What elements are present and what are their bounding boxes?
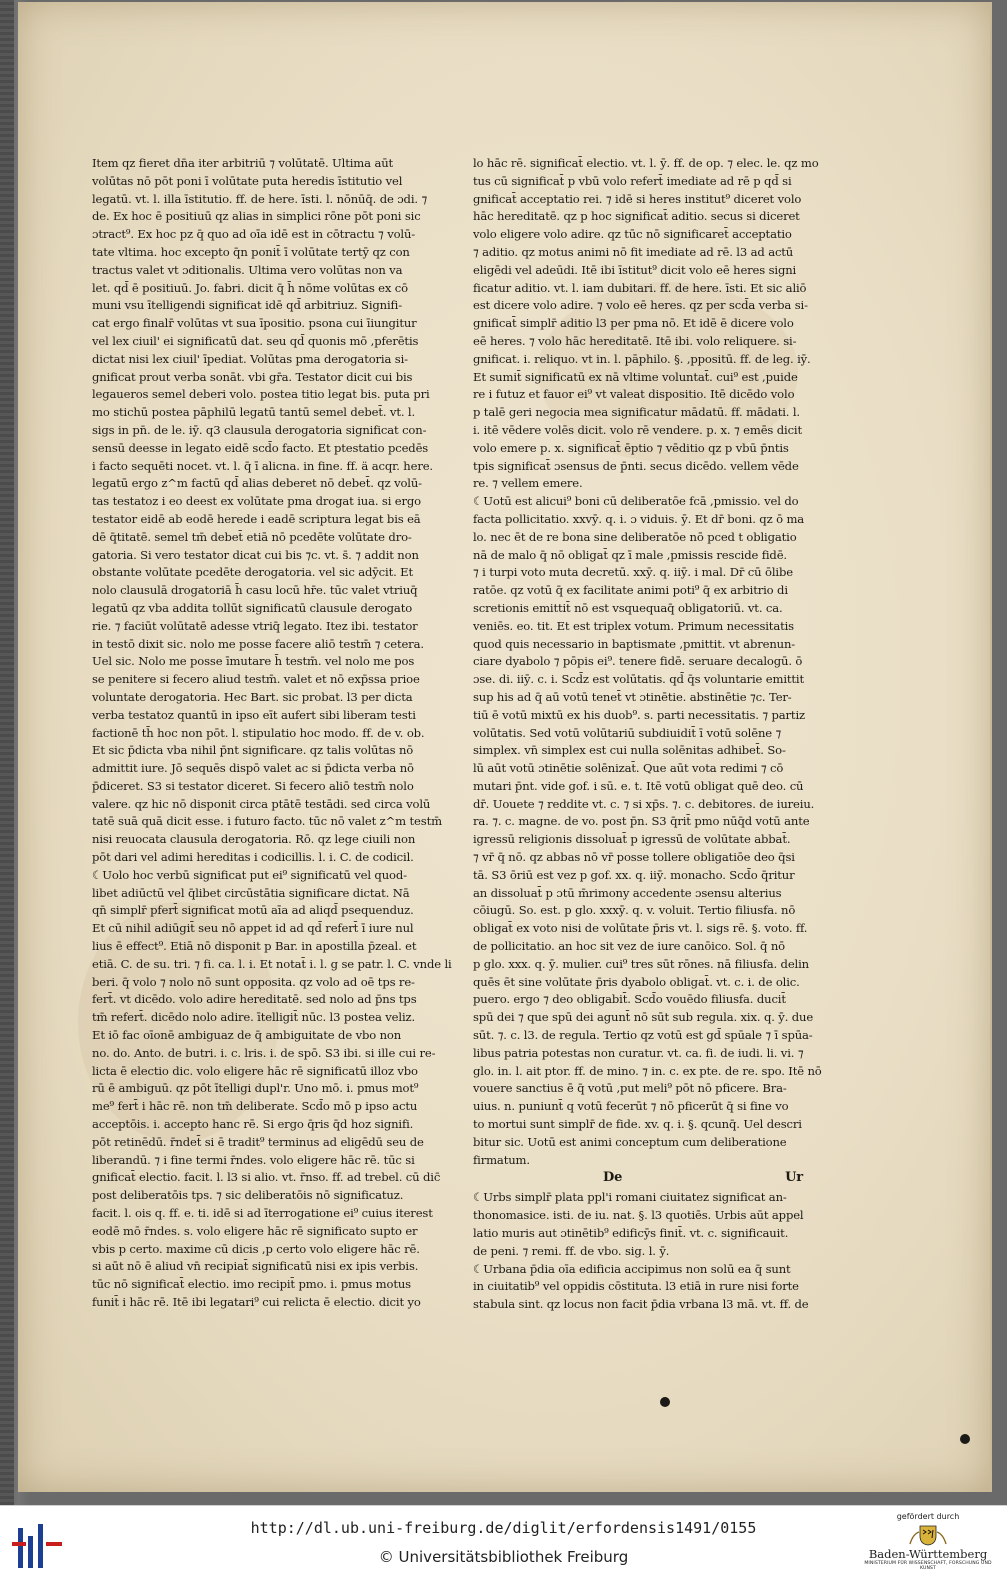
text-line: lo hāc rē. significat̄ electio. vt. l. ȳ. ff. de op. ⁊ elec. le. qz mo bbox=[473, 156, 819, 170]
text-line: ficatur aditio. vt. l. iam dubitari. ff. de here. īsti. Et sic aliō bbox=[473, 280, 807, 295]
text-line: libet adiūctū vel q̄libet circūstātia significare dictat. Nā bbox=[92, 885, 410, 900]
right-text-column bbox=[473, 155, 861, 1314]
text-line: ratōe. qz votū q̄ ex facilitate animi poti⁹ q̄ ex arbitrio di bbox=[473, 583, 788, 598]
book-binding-edge bbox=[0, 0, 14, 1505]
text-line: funit̄ i hāc rē. Itē ibi legatari⁹ cui relicta ē electio. dicit yo bbox=[92, 1295, 421, 1309]
text-line: quēs ēt sine volūtate p̄ris dyabolo obligat̄. vt. c. i. de olic. bbox=[473, 974, 800, 989]
text-line: tpis significat̄ ɔsensus de p̄nti. secus dicēdo. vellem vēde bbox=[473, 458, 799, 473]
text-line: gatoria. Si vero testator dicat cui bis ⁊c. vt. s̄. ⁊ addit non bbox=[92, 547, 419, 562]
text-line: obligat̄ ex voto nisi de volūtate p̄ris vt. l. sigs rē. §. voto. ff. bbox=[473, 921, 808, 936]
text-line: tractus valet vt ɔditionalis. Ultima vero volūtas non va bbox=[92, 262, 403, 277]
text-line: post deliberatōis tps. ⁊ sic deliberatōis nō significatuz. bbox=[92, 1188, 404, 1203]
text-line: cōiugū. So. est. p glo. xxxȳ. q. v. voluit. Tertio filiusfa. nō bbox=[473, 903, 796, 918]
text-line: dē q̄titatē. semel tm̄ debet̄ etiā nō pcedēte volūtate dro- bbox=[92, 529, 412, 544]
text-line: est dicere volo adire. ⁊ volo eē heres. qz per scd̄a verba si- bbox=[473, 298, 808, 313]
text-line: legatū qz vba addita tollūt significatū clausule derogato bbox=[92, 600, 413, 615]
text-line: pōt retinēdū. r̄ndet̄ si ē tradit⁹ terminus ad eligēdū seu de bbox=[92, 1134, 424, 1149]
text-line: eodē mō r̄ndes. s. volo eligere hāc rē significato supto er bbox=[92, 1223, 418, 1238]
text-line: eē heres. ⁊ volo hāc hereditatē. Itē ibi. volo reliquere. si- bbox=[473, 333, 797, 348]
sponsor-label: gefördert durch bbox=[896, 1512, 960, 1521]
binding-hole bbox=[960, 1434, 970, 1444]
book-page bbox=[18, 2, 992, 1492]
text-line: to mortui sunt simplr̄ de fide. xv. q. i. §. qcunq̄. Uel descri bbox=[473, 1117, 802, 1132]
text-line: ☾Urbs simplr̄ plata ppl'i romani ciuitatez significat an- bbox=[473, 1190, 787, 1205]
text-line: admittit iure. Jō sequēs dispō valet ac si p̄dicta verba nō bbox=[92, 761, 414, 776]
text-line: sensū deesse in legato eidē scd̄o facto. Et ptestatio pcedēs bbox=[92, 440, 429, 455]
text-line: gnificat̄ acceptatio rei. ⁊ idē si heres institut⁹ diceret volo bbox=[473, 191, 802, 206]
text-line: tm̄ refert̄. dicēdo nolo adire. ītelligit̄ nūc. l3 postea veliz. bbox=[92, 1010, 416, 1025]
text-line: sup his ad q̄ aū votū tenet̄ vt ɔtinētie. abstinētie ⁊c. Ter- bbox=[473, 689, 792, 704]
text-line: eligēdi vel adeūdi. Itē ibi īstitut⁹ dicit volo eē heres signi bbox=[473, 262, 797, 277]
text-line: me⁹ fert̄ i hāc rē. non tm̄ deliberate. Scd̄o mō p ipso actu bbox=[92, 1099, 418, 1114]
text-line: facta pollicitatio. xxvȳ. q. i. ɔ viduis. ȳ. Et dr̄ boni. qz ō ma bbox=[473, 511, 805, 526]
text-line: p̄diceret. S3 si testator diceret. Si fecero aliō testm̄ nolo bbox=[92, 778, 414, 793]
text-line: dictat nisi lex ciuil' īpediat. Volūtas pma derogatoria si- bbox=[92, 351, 408, 366]
text-line: factionē th̄ hoc non pōt. l. stipulatio hoc modo. ff. de v. ob. bbox=[92, 725, 425, 740]
text-line: sūt. ⁊. c. l3. de regula. Tertio qz votū est gd̄ spūale ⁊ ī spūa- bbox=[473, 1028, 813, 1043]
text-line: Et sumit̄ significatū ex nā vltime voluntat̄. cui⁹ est ,puide bbox=[473, 369, 798, 384]
section-heading bbox=[603, 1169, 803, 1189]
text-line: tus cū significat̄ p vbū volo refert̄ imediate ad rē p qd̄ si bbox=[473, 173, 792, 188]
text-line: volo emere p. x. significat̄ ēptio ⁊ vēditio qz p vbū p̄ntis bbox=[473, 440, 789, 455]
text-line: tā. S3 ōriū est vez p gof. xx. q. iiȳ. monacho. Scd̄o q̄ritur bbox=[473, 867, 795, 882]
text-line: tūc nō significat̄ electio. imo recipit̄ pmo. i. pmus motus bbox=[92, 1277, 411, 1292]
text-line: obstante volūtate pcedēte derogatoria. vel sic adȳcit. Et bbox=[92, 565, 413, 580]
text-line: si aūt nō ē aliud vn̄ recipiat̄ significatū nisi ex ipis verbis. bbox=[92, 1259, 419, 1274]
viewer-footer bbox=[0, 1505, 1007, 1584]
text-line: beri. q̄ volo ⁊ nolo nō sunt opposita. qz volo ad oē tps re- bbox=[92, 974, 415, 989]
text-line: re. ⁊ vellem emere. bbox=[473, 476, 583, 491]
state-name: Baden-Württemberg bbox=[868, 1547, 988, 1561]
text-line: veniēs. eo. tit. Et est triplex votum. Primum necessitatis bbox=[473, 618, 794, 633]
text-line: legatū ergo z^m factū qd̄ alias deberet nō debet̄. qz volū- bbox=[92, 476, 422, 491]
text-line: etiā. C. de su. tri. ⁊ fi. ca. l. i. Et notat̄ i. l. g se patr. l. C. vnde li bbox=[92, 956, 452, 971]
text-line: dr̄. Uouete ⁊ reddite vt. c. ⁊ si xp̄s. ⁊. c. debitores. de iureiu. bbox=[473, 796, 815, 811]
text-line: nisi reuocata clausula derogatoria. Rō. qz lege ciuili non bbox=[92, 832, 416, 847]
permalink-url[interactable]: http://dl.ub.uni-freiburg.de/diglit/erfordensis1491/0155 bbox=[250, 1519, 757, 1537]
text-line: pōt dari vel adimi hereditas i codicillis. l. i. C. de codicil. bbox=[92, 850, 414, 865]
text-line: rie. ⁊ faciūt volūtatē adesse vtriq̄ legato. Itez ibi. testator bbox=[92, 618, 418, 633]
text-line: libus patria potestas non curatur. vt. ca. fi. de iudi. li. vi. ⁊ bbox=[473, 1045, 804, 1060]
text-line: volūtatis. Sed votū volūtariū subdiuidit̄ ī votū solēne ⁊ bbox=[473, 725, 782, 740]
text-line: voluntate derogatoria. Hec Bart. sic probat. l3 per dicta bbox=[92, 689, 413, 704]
text-line: valere. qz hic nō disponit circa ptātē testādi. sed circa volū bbox=[92, 796, 431, 811]
text-line: sigs in pn̄. de le. iȳ. q3 clausula derogatoria significat con- bbox=[92, 422, 427, 437]
binding-hole bbox=[660, 1397, 670, 1407]
text-line: in testō dixit sic. nolo me posse facere aliō testm̄ ⁊ cetera. bbox=[92, 636, 424, 651]
text-line: tate vltima. hoc excepto q̄n ponit̄ ī volūtate tertȳ qz con bbox=[92, 244, 410, 259]
text-line: ⁊ vr̄ q̄ nō. qz abbas nō vr̄ posse tollere obligatiōe deo q̄si bbox=[473, 850, 795, 865]
text-line: ra. ⁊. c. magne. de vo. post p̄n. S3 q̄rit̄ pmo nūq̄d votū ante bbox=[473, 814, 810, 829]
text-line: se penitere si fecero aliud testm̄. valet et nō exp̄ssa prioe bbox=[92, 672, 420, 687]
text-line: legatū. vt. l. illa īstitutio. ff. de here. īsti. l. nōnūq̄. de ɔdi. ⁊ bbox=[92, 191, 428, 206]
text-line: firmatum. bbox=[473, 1152, 530, 1167]
text-line: licta ē electio dic. volo eligere hāc rē significatū illoz vbo bbox=[92, 1063, 418, 1078]
text-line: latio muris aut ɔtinētib⁹ edificȳs finit̄. vt. c. significauit. bbox=[473, 1226, 789, 1241]
text-line: in ciuitatib⁹ vel oppidis cōstituta. l3 etiā in rure nisi forte bbox=[473, 1279, 799, 1294]
text-line: glo. in. l. ait ptor. ff. de mino. ⁊ in. c. ex pte. de re. spo. Itē nō bbox=[473, 1063, 822, 1078]
text-line: acceptōis. i. accepto hanc rē. Si ergo q̄ris q̄d hoz signifi. bbox=[92, 1117, 414, 1132]
ministry-name: MINISTERIUM FÜR WISSENSCHAFT, FORSCHUNG UND KUNST bbox=[864, 1561, 992, 1571]
text-line: gnificat̄ electio. facit. l. l3 si alio. vt. r̄nso. ff. ad trebel. cū dic̄ bbox=[92, 1170, 441, 1185]
text-line: ☾Urbana p̄dia oīa edificia accipimus non solū ea q̄ sunt bbox=[473, 1261, 791, 1276]
text-line: Et cū nihil adiūgit̄ seu nō appet id ad qd̄ refert̄ ī iure nul bbox=[92, 921, 414, 936]
sponsor-logo bbox=[863, 1512, 993, 1578]
text-line: legaueros semel deberi volo. postea titio legat bis. puta pri bbox=[92, 387, 430, 402]
text-line: de. Ex hoc ē positiuū qz alias in simplici rōne pōt poni sic bbox=[92, 209, 421, 224]
text-line: rū ē ambiguū. qz pōt ītelligi dupl'r. Uno mō. i. pmus mot⁹ bbox=[92, 1081, 419, 1096]
text-line: facit. l. ois q. ff. e. ti. idē si ad īterrogatione ei⁹ cuius iterest bbox=[92, 1206, 433, 1221]
text-line: ciare dyabolo ⁊ pōpis ei⁹. tenere fidē. seruare decalogū. ō bbox=[473, 654, 803, 669]
text-line: volūtas nō pōt poni ī volūtate puta heredis īstitutio vel bbox=[92, 173, 403, 188]
text-line: ☾Uotū est alicui⁹ boni cū deliberatōe fcā ,pmissio. vel do bbox=[473, 494, 799, 509]
text-line: hāc hereditatē. qz p hoc significat̄ aditio. secus si diceret bbox=[473, 209, 800, 224]
text-line: gnificat̄ simplr̄ aditio l3 per pma nō. Et idē ē dicere volo bbox=[473, 316, 794, 331]
text-line: quod quis necessario in baptismate ,pmittit. vt abrenun- bbox=[473, 636, 796, 651]
text-line: vbis p certo. maxime cū dicis ,p certo volo eligere hāc rē. bbox=[92, 1241, 420, 1256]
text-line: vel lex ciuil' ei significatū dat. seu qd̄ quonis mō ,pferētis bbox=[92, 333, 419, 348]
text-line: cat ergo finalr̄ volūtas vt sua īpositio. psona cui īiungitur bbox=[92, 316, 417, 331]
text-line: i facto sequēti nocet. vt. l. q̄ ī alicna. in fine. ff. ä acqr. here. bbox=[92, 458, 433, 473]
text-line: de peni. ⁊ remi. ff. de vbo. sig. l. ȳ. bbox=[473, 1243, 670, 1258]
text-line: gnificat. i. reliquo. vt in. l. pāphilo. §. ,ppositū. ff. de leg. iȳ. bbox=[473, 351, 811, 366]
text-line: ɔtract⁹. Ex hoc pz q̄ quo ad oīa idē est in cōtractu ⁊ volū- bbox=[92, 227, 416, 242]
text-line: volo eligere volo adire. qz tūc nō significaret̄ acceptatio bbox=[473, 227, 792, 242]
text-line: vouere sanctius ē q̄ votū ,put meli⁹ pōt nō pficere. Bra- bbox=[473, 1081, 787, 1096]
text-line: ⁊ aditio. qz motus animi nō fit imediate ad rē. l3 ad actū bbox=[473, 244, 794, 259]
baden-wuerttemberg-crest-icon bbox=[906, 1524, 950, 1546]
text-line: let. qd̄ ē positiuū. Jo. fabri. dicit q̄ h̄ nōme volūtas ex cō bbox=[92, 280, 408, 295]
text-line: tiū ē votū mixtū ex his duob⁹. s. parti necessitatis. ⁊ partiz bbox=[473, 707, 805, 722]
text-line: re i futuz et fauor ei⁹ vt valeat dispositio. Itē dicēdo volo bbox=[473, 387, 795, 402]
text-line: tatē suā quā dicit esse. i futuro facto. tūc nō valet z^m testm̄ bbox=[92, 814, 442, 829]
text-line: p talē geri negocia mea significatur mādatū. ff. mādati. l. bbox=[473, 405, 800, 420]
section-heading-left: De bbox=[603, 1170, 623, 1186]
text-line: ☾Uolo hoc verbū significat put ei⁹ significatū vel quod- bbox=[92, 867, 407, 882]
text-line: Et sic p̄dicta vba nihil p̄nt significare. qz talis volūtas nō bbox=[92, 743, 414, 758]
text-line: qn̄ simplr̄ pfert̄ significat motū aīa ad aliqd̄ psequenduz. bbox=[92, 903, 414, 918]
text-line: ɔse. di. iiȳ. c. i. Scd̄z est volūtatis. qd̄ q̄s voluntarie emittit bbox=[473, 672, 804, 687]
text-line: verba testatoz quantū in ipso eīt aufert sibi liberam testi bbox=[92, 707, 416, 722]
text-line: simplex. vn̄ simplex est cui nulla solēnitas adhibet̄. So- bbox=[473, 743, 786, 758]
text-line: gnificat prout verba sonāt. vbi gr̄a. Testator dicit cui bis bbox=[92, 369, 413, 384]
text-line: ⁊ i turpi voto muta decretū. xxȳ. q. iiȳ. i mal. Dr̄ cū ōlibe bbox=[473, 565, 793, 580]
text-line: nā de malo q̄ nō obligat̄ qz ī male ,pmissis rescide fidē. bbox=[473, 547, 787, 562]
text-line: thonomasice. isti. de iu. nat. §. l3 quotiēs. Urbis aūt appel bbox=[473, 1208, 804, 1223]
text-line: lius ē effect⁹. Etiā nō disponit p Bar. in apostilla p̄zeal. et bbox=[92, 939, 417, 954]
text-line: mutari p̄nt. vide gof. i sū. e. t. Itē votū obligat quē deo. cū bbox=[473, 778, 804, 793]
text-line: Item qz fieret dn̄a iter arbitriū ⁊ volūtatē. Ultima aūt bbox=[92, 156, 394, 170]
text-line: fert̄. vt dicēdo. volo adire hereditatē. sed nolo ad p̄ns tps bbox=[92, 992, 417, 1007]
text-line: Et iō fac oīonē ambiguaz de q̄ ambiguitate de vbo non bbox=[92, 1028, 402, 1043]
text-line: testator eidē ab eodē herede i eadē scriptura legat bis eā bbox=[92, 511, 421, 526]
text-line: Uel sic. Nolo me posse īmutare h̄ testm̄. vel nolo me pos bbox=[92, 654, 415, 669]
copyright-notice: © Universitätsbibliothek Freiburg bbox=[378, 1548, 629, 1566]
text-line: mo stichū postea pāphilū legatū tantū semel debet̄. vt. l. bbox=[92, 405, 415, 420]
text-line: lo. nec ēt de re bona sine deliberatōe nō pced t obligatio bbox=[473, 529, 797, 544]
text-line: tas testatoz i eo deest ex volūtate pma drogat iua. si ergo bbox=[92, 494, 421, 509]
text-line: no. do. Anto. de butri. i. c. lris. i. de spō. S3 ibi. si ille cui re- bbox=[92, 1045, 436, 1060]
text-line: bitur sic. Uotū est animi conceptum cum deliberatione bbox=[473, 1134, 787, 1149]
text-line: uius. n. puniunt̄ q votū fecerūt ⁊ nō pficerūt q̄ si fine vo bbox=[473, 1099, 789, 1114]
text-line: nolo clausulā drogatoriā h̄ casu locū hr̄e. tūc valet vtriuq̄ bbox=[92, 583, 418, 598]
text-line: liberandū. ⁊ i fine termi r̄ndes. volo eligere hāc rē. tūc si bbox=[92, 1152, 415, 1167]
text-line: spū dei ⁊ que spū dei agunt̄ nō sūt sub regula. xix. q. ȳ. due bbox=[473, 1010, 814, 1025]
text-line: puero. ergo ⁊ deo obligabit̄. Scd̄o vouēdo filiusfa. ducit̄ bbox=[473, 992, 786, 1007]
text-line: i. itē vēdere volēs dicit. volo rē vendere. p. x. ⁊ emēs dicit bbox=[473, 422, 802, 437]
text-line: lū aūt votū ɔtinētie solēnizat̄. Que aūt vota redimi ⁊ cō bbox=[473, 761, 784, 776]
text-line: p glo. xxx. q. ȳ. mulier. cui⁹ tres sūt rōnes. nā filiusfa. delin bbox=[473, 956, 809, 971]
text-line: stabula sint. qz locus non facit p̄dia vrbana l3 mā. vt. ff. de bbox=[473, 1297, 809, 1312]
left-text-column bbox=[92, 155, 462, 1312]
text-line: de pollicitatio. an hoc sit vez de iure canōico. Sol. q̄ nō bbox=[473, 939, 785, 954]
text-line: scretionis emittit̄ nō est vsquequaq̄ obligatoriū. vt. ca. bbox=[473, 600, 783, 615]
text-line: igressū religionis dissoluat̄ p igressū de volūtate abbat̄. bbox=[473, 832, 791, 847]
section-heading-right: Ur bbox=[785, 1170, 803, 1186]
text-line: muni vsu ītelligendi significat idē qd̄ arbitriuz. Signifi- bbox=[92, 298, 402, 313]
text-line: an dissoluat̄ p ɔtū m̄rimony accedente ɔsensu alterius bbox=[473, 885, 782, 900]
